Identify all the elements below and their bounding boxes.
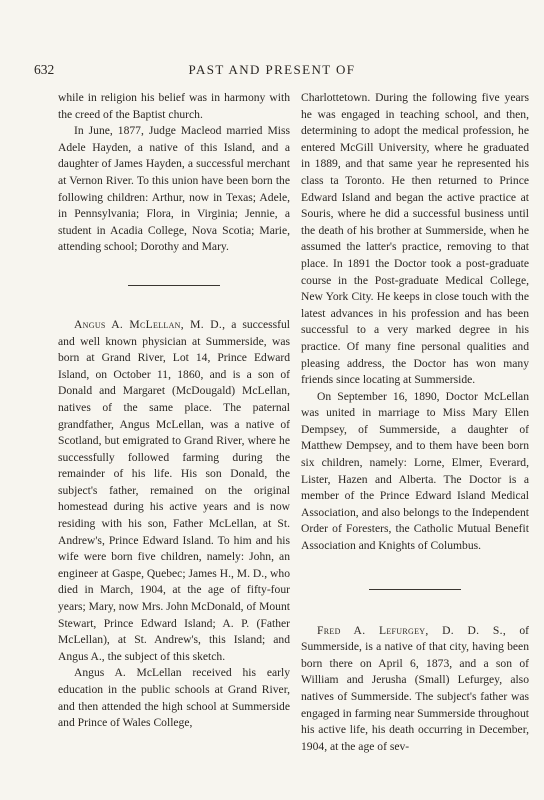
paragraph: In June, 1877, Judge Macleod married Miss Adele Hayden, a native of this Island, and a daughter of James Hayden, a successful merchant at Vernon River. To this union have been born the following children: Arthur, now in Texas; Adele, in Pennsylvania; Flora, in Virginia; Jennie, a student in Acadia College, Nova Scotia; Marie, attending school; Dorothy and Mary. (58, 124, 290, 254)
paragraph: while in religion his belief was in harmony with the creed of the Baptist church. (58, 91, 290, 121)
biography-name: Fred A. Lefurgey, D. D. S., (317, 623, 507, 637)
running-title: PAST AND PRESENT OF (188, 62, 356, 77)
left-column (58, 90, 290, 732)
page-header (30, 62, 514, 82)
page-number: 632 (34, 62, 55, 77)
paragraph: Charlottetown. During the following five years he was engaged in teaching school, and then, determining to adopt the medical profession, he entered McGill University, where he graduated in 1889, and that same year he represented his class ta Toronto. He then returned to Prince Edward Island and began the active practice at Souris, where he did a successful business until the death of his brother at Summerside, when he assumed the latter's practice, removing to that place. In 1891 the Doctor took a post-graduate course in the Post-graduate Medical College, New York City. He keeps in close touch with the latest advances in his profession and has been successful to a very marked degree in his practice. Of many fine personal qualities and pleasing address, the Doctor has won many friends since locating at Summerside. (301, 91, 529, 387)
paragraph-text: a successful and well known physician at Summerside, was born at Grand River, Lot 14, Prince Edward Island, on October 11, 1860, and is a son of Donald and Margaret (McDougald) McLellan, natives of the same place. The paternal grandfather, Angus McLellan, was a native of Scotland, but emigrated to Grand River, where he successfully followed farming during the remainder of his life. His son Donald, the subject's father, remained on the original homestead during his active years and is now residing with his son, Father McLellan, at St. Andrew's, Prince Edward Island. To him and his wife were born five children, namely: John, an engineer at Gaspe, Quebec; James H., M. D., who died in March, 1904, at the age of fifty-four years; Mary, now Mrs. John McDonald, of Mount Stewart, Prince Edward Island; A. P. (Father McLellan), at St. Andrew's, this Island; and Angus A., the subject of this sketch. (58, 317, 290, 663)
section-divider (369, 589, 461, 590)
paragraph: Angus A. McLellan received his early education in the public schools at Grand River, and then attended the high school at Summerside and Prince of Wales College, (58, 666, 290, 730)
paragraph: On September 16, 1890, Doctor McLellan was united in marriage to Miss Mary Ellen Dempsey, of Summerside, a daughter of Matthew Dempsey, and to them have been born six children, namely: Lorne, Elmer, Everard, Lister, Hazen and Alberta. The Doctor is a member of the Prince Edward Island Medical Association, and also belongs to the Independent Order of Foresters, the Catholic Mutual Benefit Association and Knights of Columbus. (301, 389, 529, 553)
biography-paragraph (58, 317, 290, 665)
biography-paragraph (301, 623, 529, 756)
paragraph-text: of Summerside, is a native of that city, having been born there on April 6, 1873, and a son of William and Jerusha (Small) Lefurgey, also natives of Summerside. The subject's father was engaged in farming near Summerside throughout his active life, his death occurring in December, 1904, at the age of sev- (301, 623, 529, 753)
right-column (301, 90, 529, 755)
section-divider (128, 285, 220, 286)
biography-name: Angus A. McLellan, M. D., (74, 317, 226, 331)
